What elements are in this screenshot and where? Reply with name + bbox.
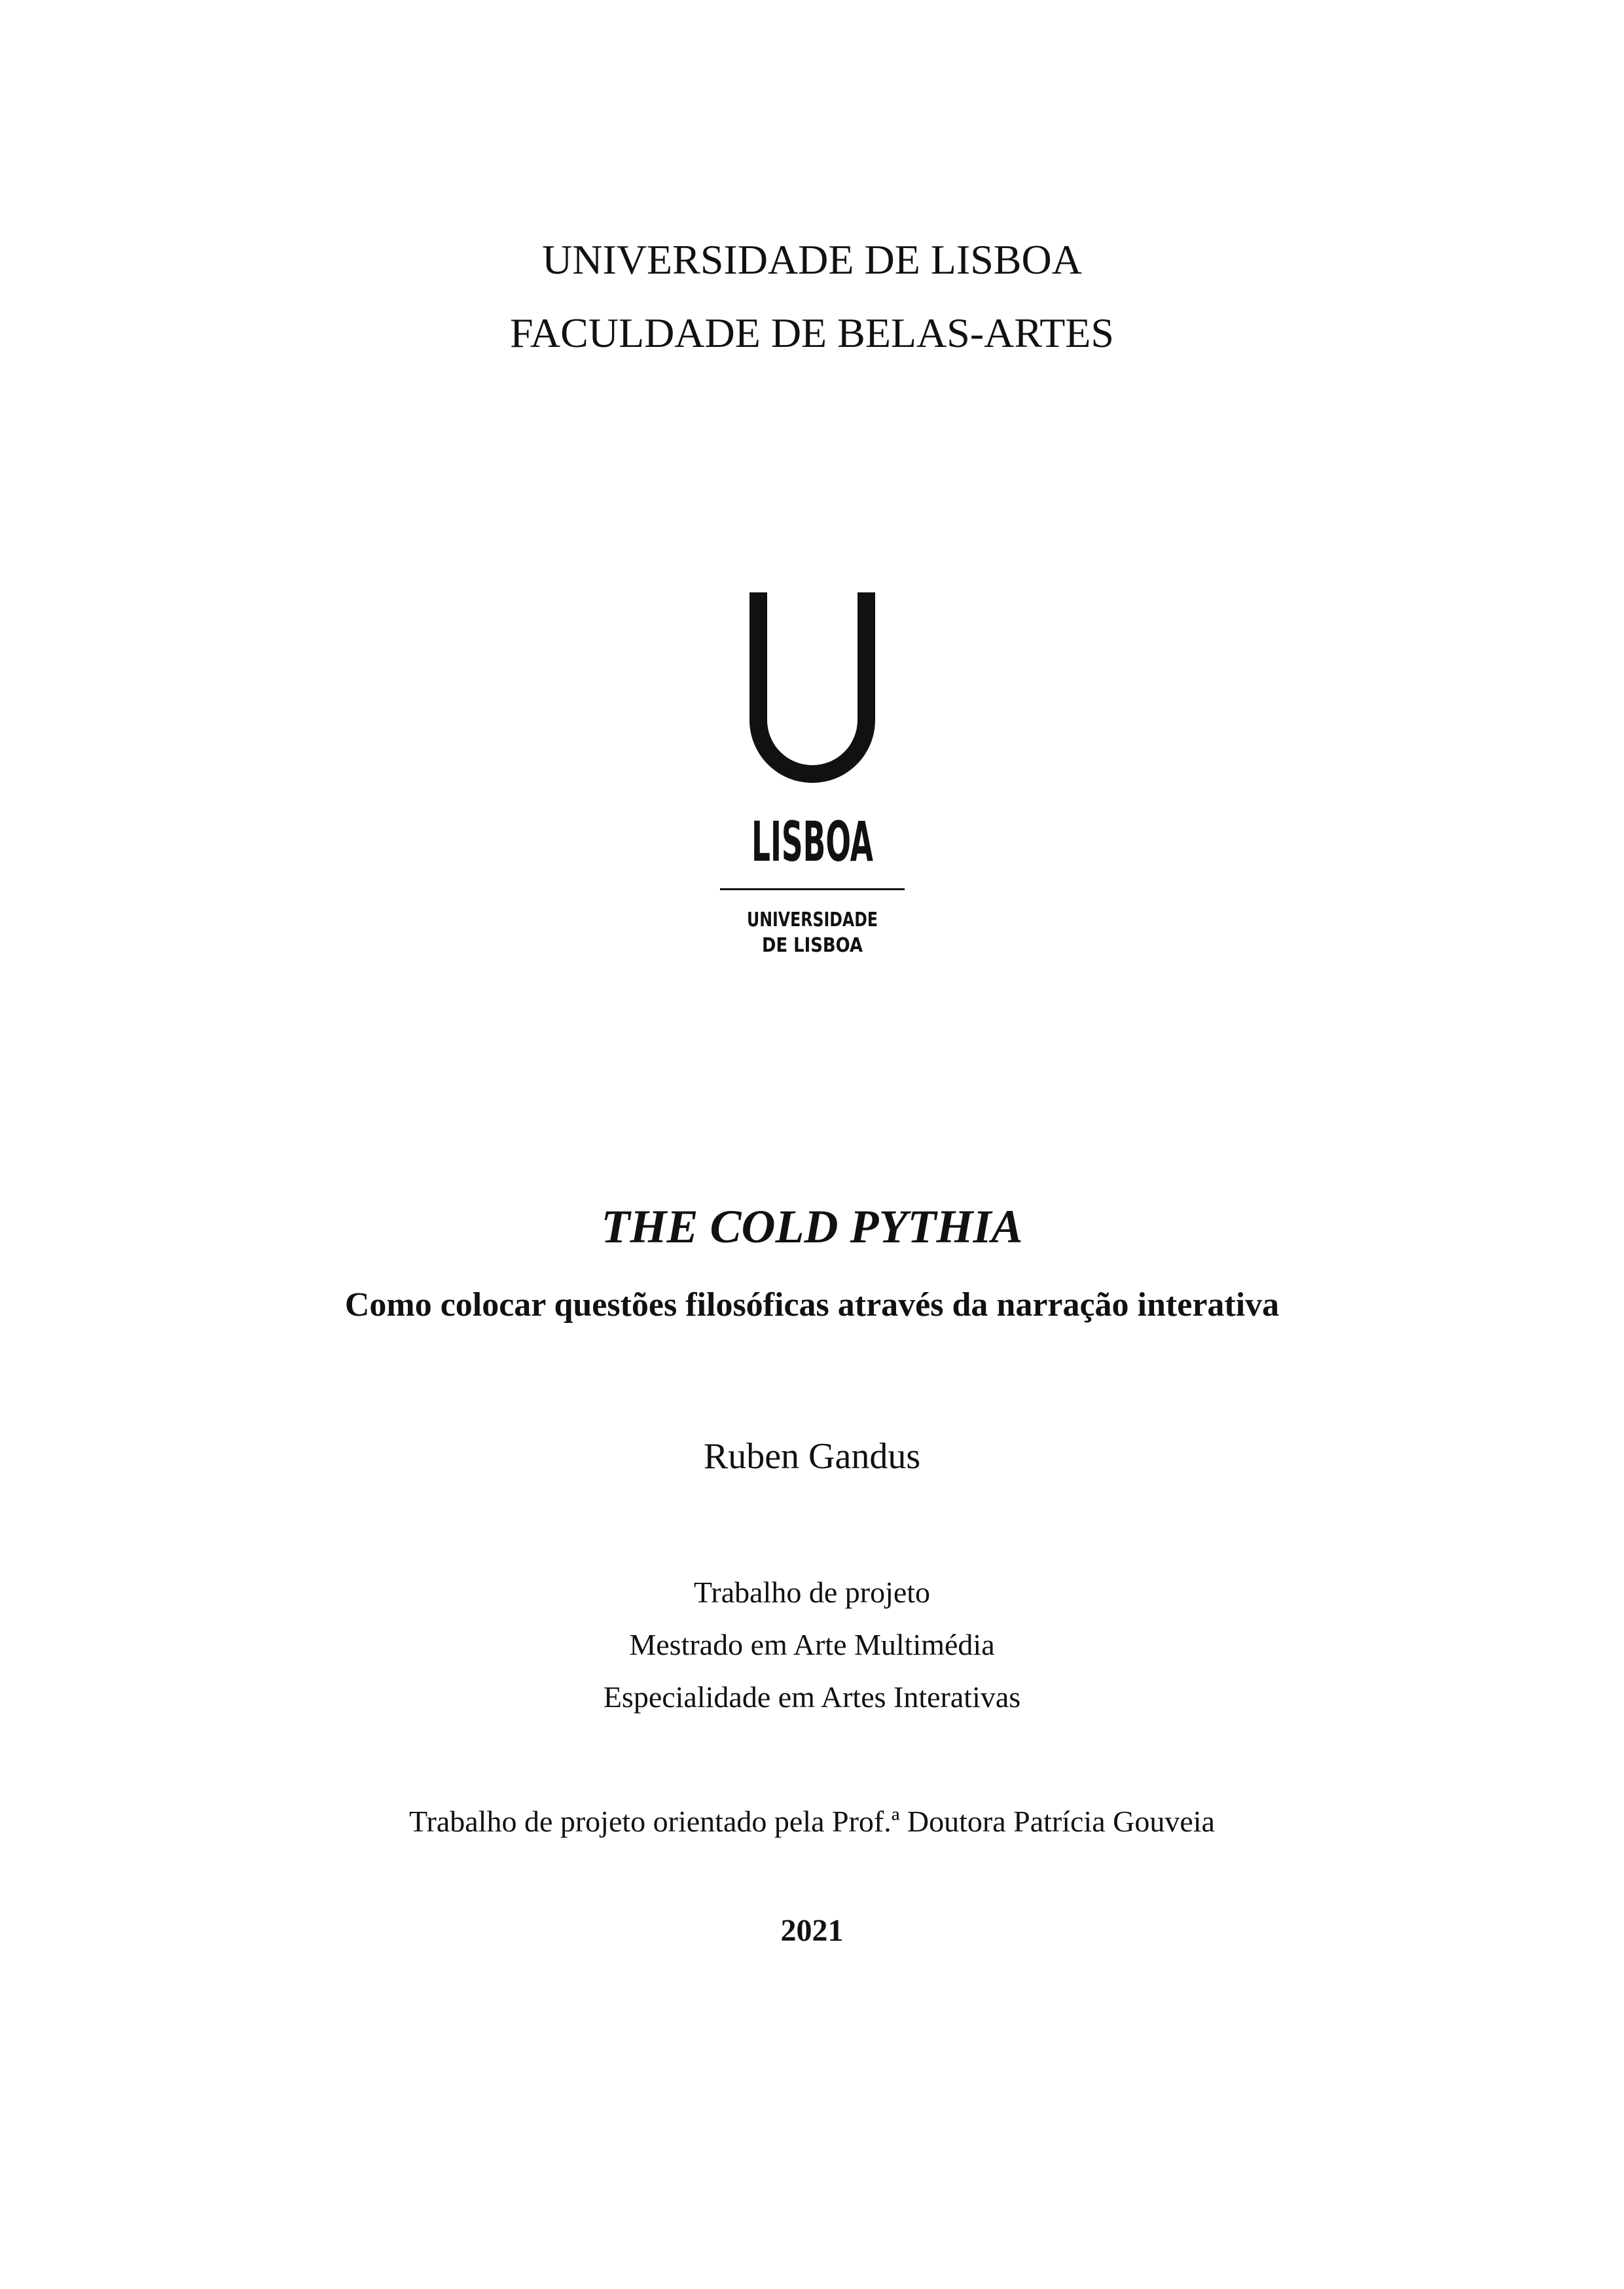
logo-caption-line2: DE LISBOA (762, 934, 863, 957)
logo-wordmark: LISBOA (751, 810, 873, 874)
author-name: Ruben Gandus (703, 1436, 921, 1477)
thesis-subtitle: Como colocar questões filosóficas através da narração interativa (344, 1286, 1280, 1324)
specialty: Especialidade em Artes Interativas (603, 1680, 1021, 1714)
year: 2021 (780, 1913, 844, 1948)
degree: Mestrado em Arte Multimédia (629, 1628, 995, 1661)
supervisor-line: Trabalho de projeto orientado pela Prof.ª Doutora Patrícia Gouveia (409, 1805, 1215, 1838)
logo-divider (720, 888, 905, 890)
faculty-name: FACULDADE DE BELAS-ARTES (510, 310, 1114, 356)
thesis-title: THE COLD PYTHIA (601, 1200, 1023, 1253)
university-name: UNIVERSIDADE DE LISBOA (542, 236, 1082, 283)
university-logo (720, 592, 905, 959)
work-type: Trabalho de projeto (693, 1576, 931, 1609)
logo-caption-line1: UNIVERSIDADE (747, 909, 878, 931)
u-letter-icon (749, 592, 875, 783)
